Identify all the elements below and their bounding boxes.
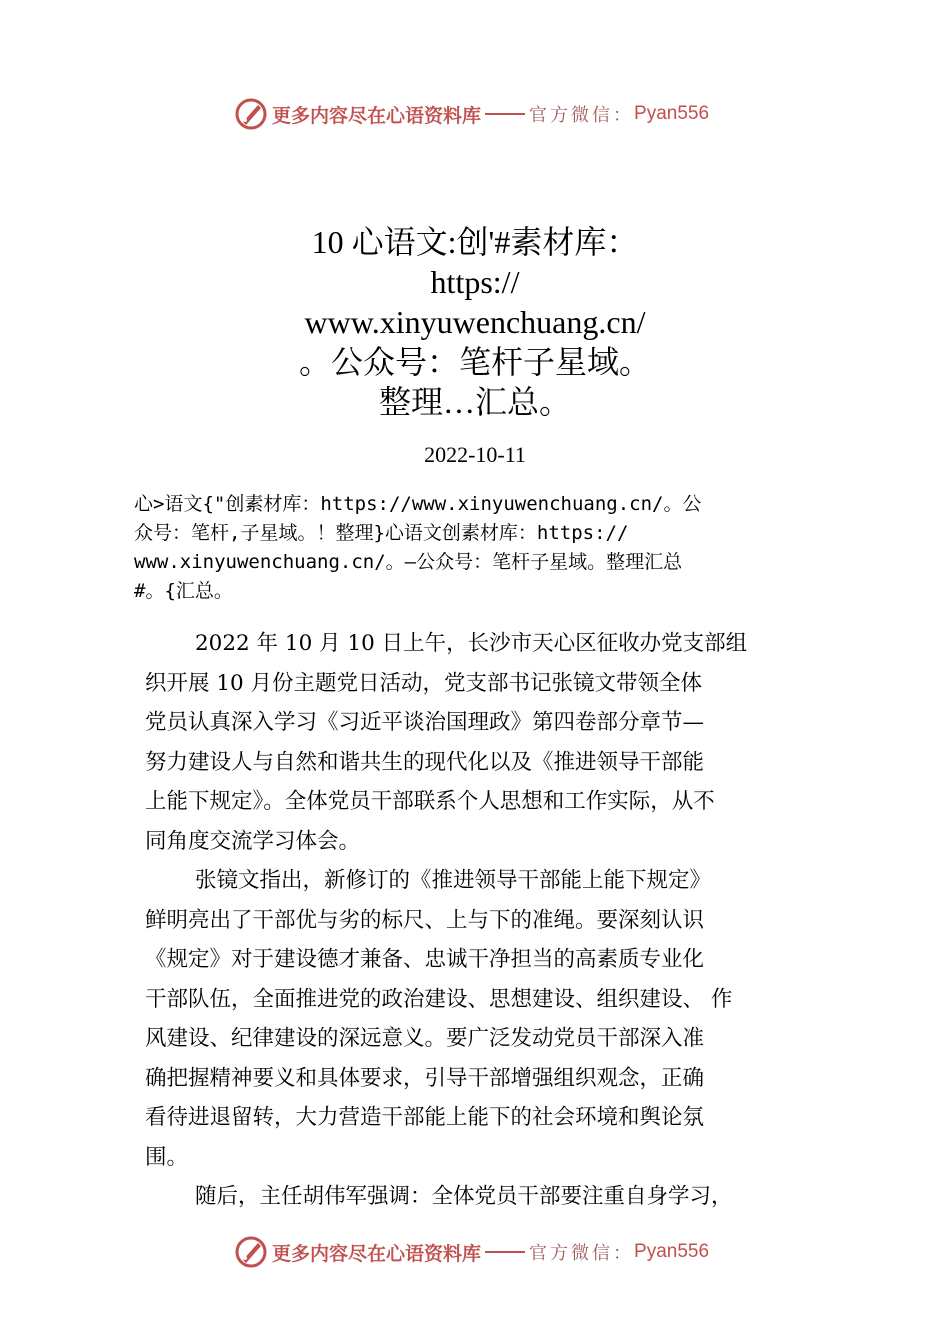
- body-line: 确把握精神要义和具体要求，引导干部增强组织观念，正确: [145, 1065, 705, 1091]
- body-line: 2022 年 10 月 10 日上午，长沙市天心区征收办党支部组: [195, 631, 748, 656]
- body-line: 随后，主任胡伟军强调：全体党员干部要注重自身学习，: [195, 1184, 733, 1209]
- title-line: 整理…汇总。: [378, 384, 571, 420]
- body-line: 看待进退留转，大力营造干部能上能下的社会环境和舆论氛: [145, 1105, 705, 1130]
- banner-dash: [485, 113, 525, 115]
- banner-dash: [485, 1251, 525, 1253]
- banner-wechat-id: Pyan556: [634, 103, 710, 124]
- lead-line: www.xinyuwenchuang.cn/。—公众号：笔杆子星域。整理汇总: [134, 551, 683, 573]
- body-line: 《规定》对于建设德才兼备、忠诚干净担当的高素质专业化: [145, 947, 705, 972]
- lead-line: #。{汇总。: [134, 580, 233, 602]
- body-line: 鲜明亮出了干部优与劣的标尺、上与下的准绳。要深刻认识: [145, 907, 705, 933]
- body-line: 织开展 10 月份主题党日活动，党支部书记张镜文带领全体: [145, 670, 703, 696]
- lead-paragraph: [134, 490, 834, 606]
- pen-logo-icon: [234, 1235, 268, 1269]
- title-line: www.xinyuwenchuang.cn/: [304, 304, 646, 340]
- footer-watermark-banner: [234, 1232, 709, 1272]
- lead-line: 心>语文{"创素材库：https://www.xinyuwenchuang.cn/。公: [134, 493, 702, 515]
- document-title: [60, 222, 890, 422]
- body-line: 上能下规定》。全体党员干部联系个人思想和工作实际，从不: [145, 789, 715, 814]
- banner-wechat-label: 官方微信：: [529, 105, 635, 126]
- body-line: 努力建设人与自然和谐共生的现代化以及《推进领导干部能: [145, 749, 705, 775]
- body-line: 党员认真深入学习《习近平谈治国理政》第四卷部分章节—: [145, 710, 705, 735]
- header-watermark-banner: [234, 94, 709, 134]
- title-line: 。公众号：笔杆子星域。: [298, 344, 651, 380]
- pen-logo-icon: [234, 97, 268, 131]
- lead-line: 众号：笔杆,子星域。！整理}心语文创素材库：https://: [134, 522, 629, 544]
- banner-text: 更多内容尽在心语资料库: [272, 1242, 482, 1265]
- banner-wechat-id: Pyan556: [634, 1241, 710, 1262]
- body-line: 干部队伍，全面推进党的政治建设、思想建设、组织建设、 作: [145, 986, 733, 1012]
- title-line: 10 心语文:创'#素材库：: [311, 224, 639, 260]
- document-date: 2022-10-11: [424, 442, 526, 467]
- body-line: 同角度交流学习体会。: [145, 828, 361, 854]
- banner-text: 更多内容尽在心语资料库: [272, 104, 482, 127]
- banner-wechat-label: 官方微信：: [529, 1243, 635, 1264]
- body-text: [145, 624, 835, 1217]
- title-line: https://: [430, 264, 520, 300]
- body-line: 围。: [145, 1144, 189, 1170]
- body-line: 风建设、纪律建设的深远意义。要广泛发动党员干部深入准: [145, 1026, 705, 1051]
- body-line: 张镜文指出，新修订的《推进领导干部能上能下规定》: [195, 868, 712, 893]
